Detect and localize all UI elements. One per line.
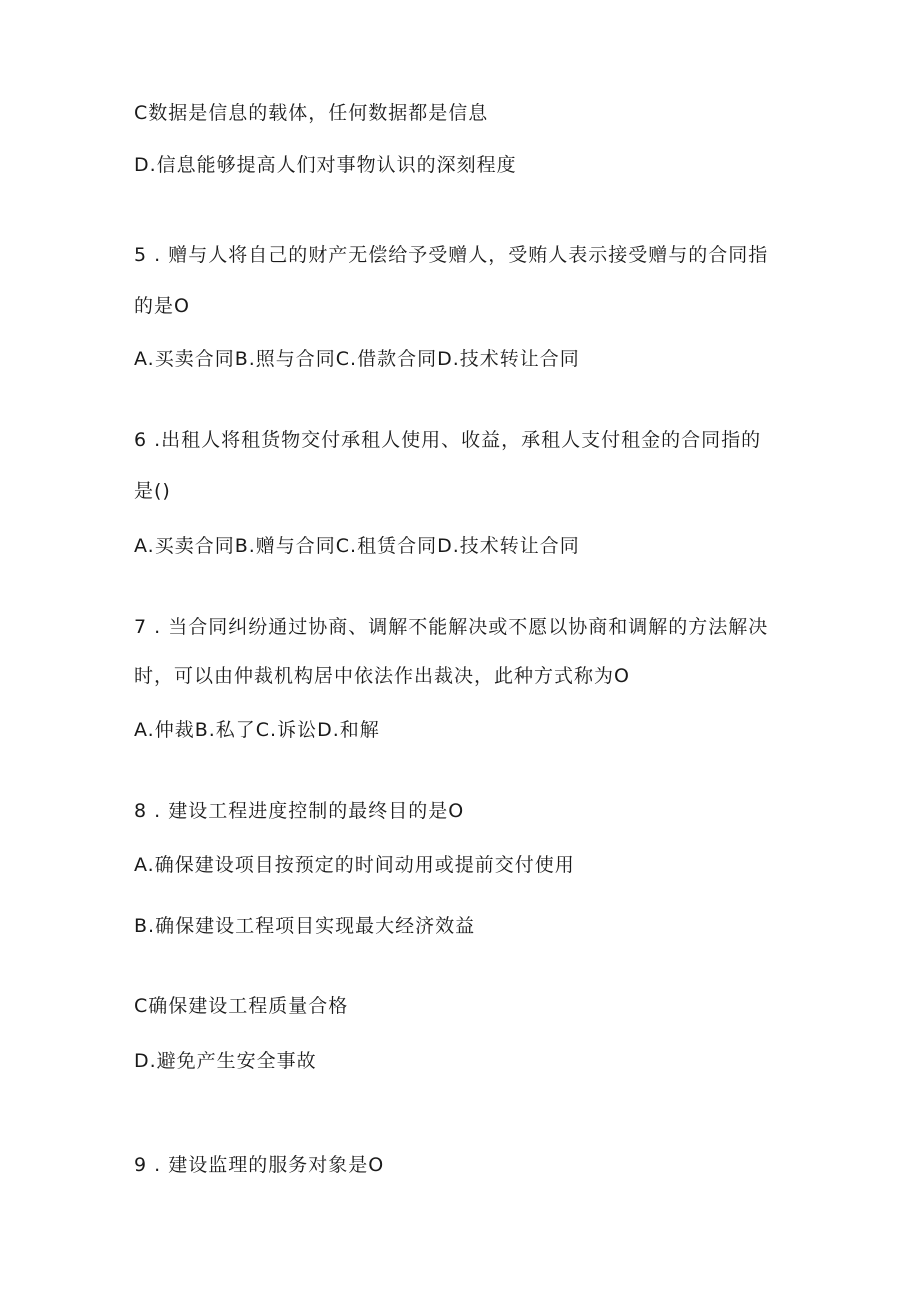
- options-q5: A.买卖合同B.照与合同C.借款合同D.技术转让合同: [134, 348, 580, 370]
- question-9: 9 . 建设监理的服务对象是O: [134, 1154, 385, 1176]
- question-8: 8 . 建设工程进度控制的最终目的是O: [134, 800, 465, 822]
- options-q6: A.买卖合同B.赠与合同C.租赁合同D.技术转让合同: [134, 535, 580, 557]
- option-c-q8: C确保建设工程质量合格: [134, 995, 349, 1017]
- question-5-line-1: 5 . 赠与人将自己的财产无偿给予受赠人，受贿人表示接受赠与的合同指: [134, 244, 769, 266]
- question-6-line-1: 6 .出租人将租货物交付承租人使用、收益，承租人支付租金的合同指的: [134, 429, 762, 451]
- question-7-line-2: 时，可以由仲裁机构居中依法作出裁决，此种方式称为O: [134, 665, 630, 687]
- options-q7: A.仲裁B.私了C.诉讼D.和解: [134, 719, 380, 741]
- question-7-line-1: 7 . 当合同纠纷通过协商、调解不能解决或不愿以协商和调解的方法解决: [134, 616, 769, 638]
- question-6-line-2: 是(): [134, 480, 171, 502]
- option-a-q8: A.确保建设项目按预定的时间动用或提前交付使用: [134, 854, 575, 876]
- question-5-line-2: 的是O: [134, 295, 190, 317]
- option-d-q8: D.避免产生安全事故: [134, 1050, 317, 1072]
- option-b-q8: B.确保建设工程项目实现最大经济效益: [134, 915, 476, 937]
- option-d-q4: D.信息能够提高人们对事物认识的深刻程度: [134, 154, 517, 176]
- option-c-q4: C数据是信息的载体，任何数据都是信息: [134, 102, 489, 124]
